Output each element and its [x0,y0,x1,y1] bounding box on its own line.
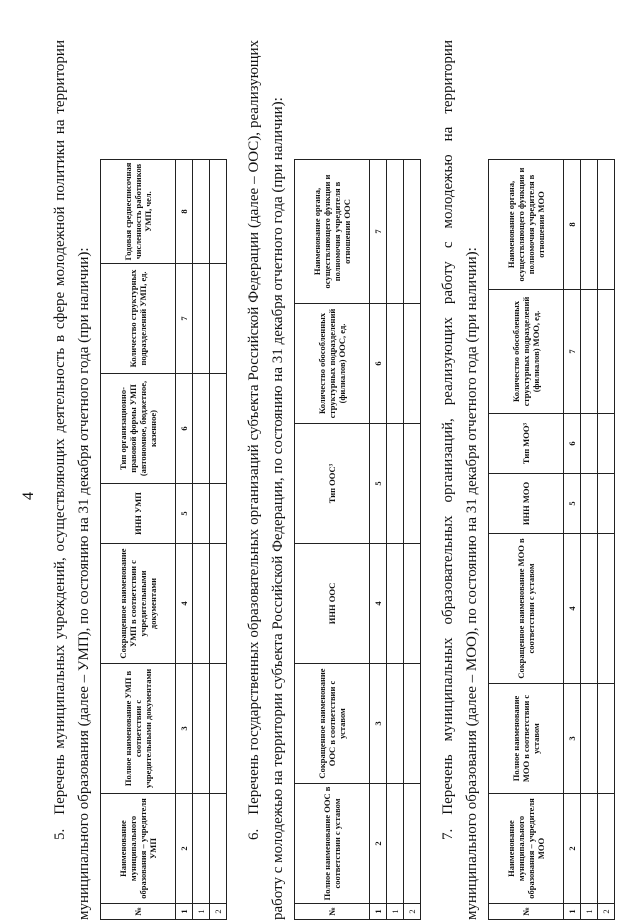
header-cell: ИНН ООС [295,544,370,664]
colnum-cell: 4 [370,544,387,664]
section-5-text: Перечень муниципальных учреждений, осуществляющих деятельность в сфере молодежной политики на территории муниципального образования (далее – УМП), по состоянию на 31 декабря отчетного года (при наличии): [52,40,92,920]
table-cell[interactable] [387,784,404,904]
table-cell[interactable] [581,534,598,684]
table-cell[interactable] [193,794,210,904]
header-cell: Количество структурных подразделений УМП, ед. [101,264,176,374]
header-cell: Сокращенное наименование ООС в соответствии с уставом [295,664,370,784]
header-cell: № [101,904,176,920]
table-cell[interactable] [193,544,210,664]
table-cell[interactable] [210,160,227,264]
table-cell[interactable] [387,664,404,784]
colnum-cell: 5 [370,424,387,544]
colnum-cell: 2 [370,784,387,904]
table-cell[interactable] [598,794,615,904]
table-ump [100,159,227,920]
table-cell[interactable] [387,424,404,544]
row-number: 1 [387,904,404,920]
table-cell[interactable] [581,160,598,290]
section-5-number: 5. [52,828,68,840]
table-cell[interactable] [210,484,227,544]
header-cell: Количество обособленных структурных подразделений (филиалов) МОО, ед. [489,290,564,414]
colnum-cell: 4 [564,534,581,684]
table-oos [294,159,421,920]
colnum-cell: 3 [176,664,193,794]
table-cell[interactable] [404,304,421,424]
section-6-number: 6. [246,828,262,840]
table-cell[interactable] [581,414,598,474]
colnum-cell: 1 [176,904,193,920]
table-row [193,160,210,920]
section-6-heading [242,40,290,920]
row-number: 1 [193,904,210,920]
header-cell: Полное наименование МОО в соответствии с уставом [489,684,564,794]
row-number: 2 [210,904,227,920]
table-cell[interactable] [581,794,598,904]
table-cell[interactable] [404,664,421,784]
table-ump-header [101,160,176,920]
row-number: 2 [598,904,615,920]
section-5 [48,40,227,920]
section-7 [436,40,615,920]
header-cell: ИНН МОО [489,474,564,534]
table-row [598,160,615,920]
colnum-cell: 1 [564,904,581,920]
table-row [581,160,598,920]
colnum-cell: 7 [176,264,193,374]
section-5-heading [48,40,96,920]
table-cell[interactable] [210,264,227,374]
header-cell: Наименование органа, осуществляющего функции и полномочия учредителя в отношении ООС [295,160,370,304]
header-cell: № [489,904,564,920]
colnum-cell: 8 [564,160,581,290]
table-cell[interactable] [581,290,598,414]
table-moo [488,159,615,920]
colnum-cell: 7 [370,160,387,304]
colnum-cell: 2 [564,794,581,904]
rotated-content [20,40,620,920]
table-cell[interactable] [193,664,210,794]
table-cell[interactable] [404,160,421,304]
table-oos-header [295,160,370,920]
colnum-cell: 5 [176,484,193,544]
header-cell: Количество обособленных структурных подразделений (филиалов) ООС, ед. [295,304,370,424]
section-6 [242,40,421,920]
page-number: 4 [20,492,37,500]
table-cell[interactable] [598,414,615,474]
colnum-cell: 5 [564,474,581,534]
table-cell[interactable] [193,264,210,374]
colnum-cell: 6 [564,414,581,474]
table-cell[interactable] [193,160,210,264]
colnum-cell: 1 [370,904,387,920]
table-cell[interactable] [210,794,227,904]
table-oos-colnums [370,160,387,920]
table-cell[interactable] [598,684,615,794]
table-moo-colnums [564,160,581,920]
section-7-number: 7. [440,828,456,840]
header-cell: Сокращенное наименование УМП в соответствии с учредительными документами [101,544,176,664]
colnum-cell: 7 [564,290,581,414]
table-ump-colnums [176,160,193,920]
table-cell[interactable] [387,304,404,424]
section-7-text: Перечень муниципальных образовательных организаций, реализующих работу с молодежью на территории муниципального образования (далее – МОО), по состоянию на 31 декабря отчетного года (при наличии): [440,40,480,920]
row-number: 1 [581,904,598,920]
table-cell[interactable] [210,544,227,664]
header-cell: Тип ООС³ [295,424,370,544]
colnum-cell: 3 [370,664,387,784]
colnum-cell: 6 [370,304,387,424]
table-row [387,160,404,920]
table-cell[interactable] [598,474,615,534]
header-cell: Полное наименование УМП в соответствии с учредительными документами [101,664,176,794]
table-cell[interactable] [404,544,421,664]
header-cell: Наименование муниципального образования – учредителя МОО [489,794,564,904]
table-cell[interactable] [598,290,615,414]
header-cell: Тип МОО³ [489,414,564,474]
table-cell[interactable] [598,534,615,684]
table-cell[interactable] [193,374,210,484]
header-cell: Тип организационно-правовой формы УМП (автономное, бюджетное, казенное) [101,374,176,484]
colnum-cell: 8 [176,160,193,264]
header-cell: Наименование муниципального образования – учредителя УМП [101,794,176,904]
colnum-cell: 3 [564,684,581,794]
table-row [210,160,227,920]
table-row [404,160,421,920]
table-cell[interactable] [193,484,210,544]
table-cell[interactable] [210,664,227,794]
colnum-cell: 6 [176,374,193,484]
table-cell[interactable] [404,424,421,544]
section-7-heading [436,40,484,920]
table-moo-header [489,160,564,920]
header-cell: ИНН УМП [101,484,176,544]
table-cell[interactable] [581,474,598,534]
header-cell: Наименование органа, осуществляющего функции и полномочия учредителя в отношении МОО [489,160,564,290]
table-cell[interactable] [598,160,615,290]
table-cell[interactable] [581,684,598,794]
section-6-text: Перечень государственных образовательных организаций субъекта Российской Федерации (далее – ООС), реализующих работу с молодежью на территории субъекта Российской Федерации, по состоянию на 31 декабря отчетного года (при наличии): [246,40,286,920]
colnum-cell: 2 [176,794,193,904]
table-cell[interactable] [210,374,227,484]
colnum-cell: 4 [176,544,193,664]
header-cell: Полное наименование ООС в соответствии с уставом [295,784,370,904]
table-cell[interactable] [387,544,404,664]
row-number: 2 [404,904,421,920]
header-cell: № [295,904,370,920]
table-cell[interactable] [387,160,404,304]
header-cell: Годовая среднесписочная численность работников УМП, чел. [101,160,176,264]
header-cell: Сокращенное наименование МОО в соответствии с уставом [489,534,564,684]
table-cell[interactable] [404,784,421,904]
